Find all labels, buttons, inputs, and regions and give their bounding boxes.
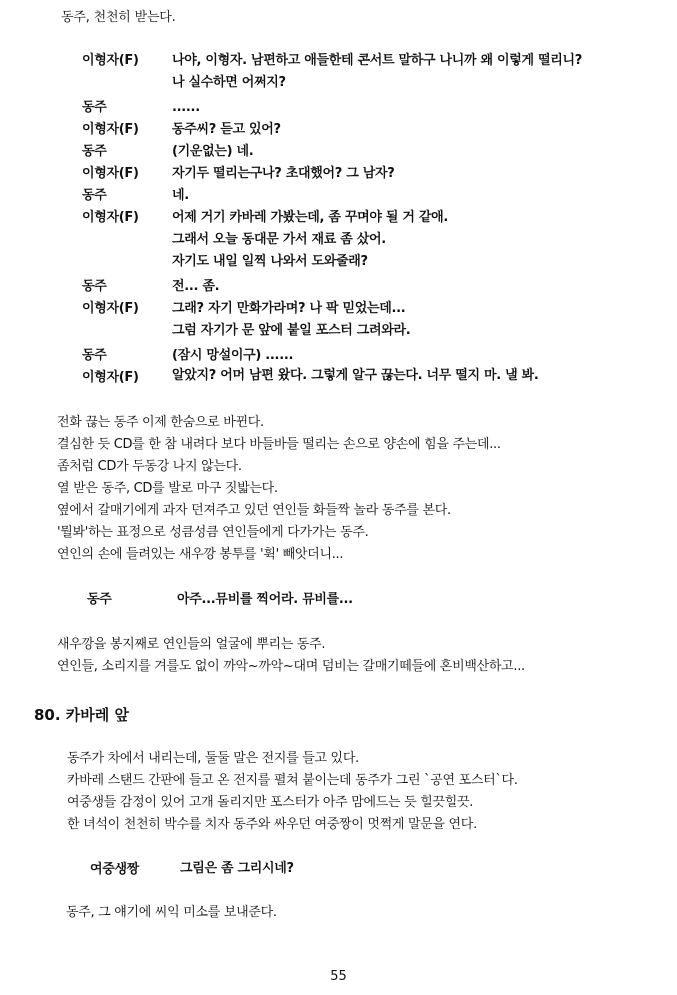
speaker: 동주 [87,592,112,607]
dialogue-line: 아주...뮤비를 찍어라. 뮤비를... [177,592,353,607]
speaker: 이형자(F) [82,301,139,316]
speaker: 동주 [82,279,107,294]
action-line: 연인의 손에 들려있는 새우깡 봉투를 '휙' 빼앗더니... [57,547,344,562]
action-line: 열 받은 동주, CD를 발로 마구 짓밟는다. [57,481,278,496]
dialogue-line: 그래서 오늘 동대문 가서 재료 좀 샀어. [172,232,386,247]
action-line: '뭘봐'하는 표정으로 성큼성큼 연인들에게 다가가는 동주. [57,525,369,540]
dialogue-line: 나야, 이형자. 남편하고 애들한테 콘서트 말하구 나니까 왜 이렇게 떨리니? [172,53,583,68]
page-number: 55 [330,969,347,984]
action-line: 한 녀석이 천천히 박수를 치자 동주와 싸우던 여중짱이 멋쩍게 말문을 연다. [67,817,477,832]
action-line: 결심한 듯 CD를 한 참 내려다 보다 바들바들 떨리는 손으로 양손에 힘을 주는데... [57,437,501,452]
dialogue-line: 동주씨? 듣고 있어? [172,122,281,137]
speaker: 여중생짱 [90,862,140,877]
dialogue-line: 그림은 좀 그리시네? [180,861,294,876]
speaker: 동주 [82,144,107,159]
dialogue-line: 그럼 자기가 문 앞에 붙일 포스터 그려와라. [172,323,411,338]
action-line: 전화 끊는 동주 이제 한숨으로 바뀐다. [57,415,264,430]
dialogue-line: ...... [172,100,200,115]
action-line: 동주, 그 얘기에 씨익 미소를 보내준다. [66,905,277,920]
speaker: 이형자(F) [82,370,139,385]
speaker: 이형자(F) [82,122,139,137]
action-line: 카바레 스탠드 간판에 들고 온 전지를 펼쳐 붙이는데 동주가 그린 `공연 포스터`다. [67,773,518,788]
dialogue-line: 나 실수하면 어쩌지? [172,75,286,90]
dialogue-line: (잠시 망설이구) ...... [172,348,294,363]
speaker: 이형자(F) [82,53,139,68]
speaker: 동주 [82,188,107,203]
dialogue-line: 그래? 자기 만화가라며? 나 팍 믿었는데... [172,301,406,316]
dialogue-line: 알았지? 어머 남편 왔다. 그렇게 알구 끊는다. 너무 떨지 마. 낼 봐. [172,368,539,383]
dialogue-line: (기운없는) 네. [172,144,254,159]
dialogue-line: 어제 거기 카바레 가봤는데, 좀 꾸며야 될 거 같애. [172,210,448,225]
speaker: 이형자(F) [82,210,139,225]
dialogue-line: 자기도 내일 일찍 나와서 도와줄래? [172,254,368,269]
speaker: 동주 [82,348,107,363]
speaker: 이형자(F) [82,166,139,181]
dialogue-line: 자기두 떨리는구나? 초대했어? 그 남자? [172,166,395,181]
action-line: 연인들, 소리지를 겨를도 없이 까악~까악~대며 덤비는 갈매기떼들에 혼비백산하고... [57,659,525,674]
dialogue-line: 전... 좀. [172,279,220,294]
action-line: 여중생들 감정이 있어 고개 돌리지만 포스터가 아주 맘에드는 듯 힐끗힐끗. [67,795,474,810]
dialogue-line: 네. [172,188,189,203]
speaker: 동주 [82,100,107,115]
action-line: 동주가 차에서 내리는데, 둘둘 말은 전지를 들고 있다. [67,751,359,766]
scene-heading: 80. 카바레 앞 [34,706,129,724]
action-line: 옆에서 갈매기에게 과자 던져주고 있던 연인들 화들짝 놀라 동주를 본다. [57,503,451,518]
action-line: 좀처럼 CD가 두동강 나지 않는다. [57,459,242,474]
action-line: 새우깡을 봉지째로 연인들의 얼굴에 뿌리는 동주. [57,637,326,652]
intro-action: 동주, 천천히 받는다. [61,10,176,25]
